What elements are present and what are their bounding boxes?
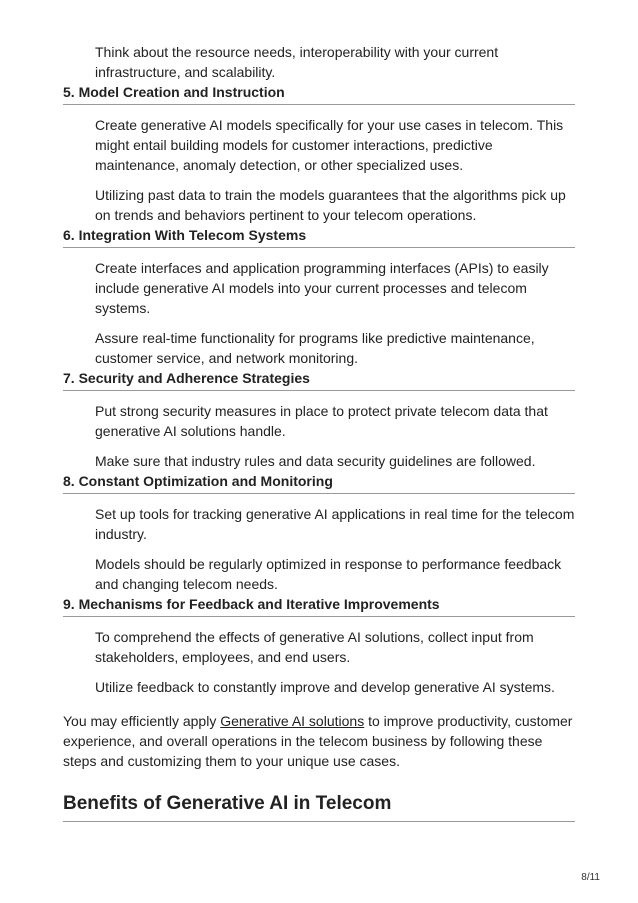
closing-text-before: You may efficiently apply (63, 713, 221, 729)
section-heading-9: 9. Mechanisms for Feedback and Iterative Improvements (63, 594, 575, 617)
section-9-paragraph-2: Utilize feedback to constantly improve and develop generative AI systems. (95, 679, 555, 695)
section-5-paragraph-2: Utilizing past data to train the models guarantees that the algorithms pick up on trends and behaviors pertinent to your telecom operations. (95, 187, 566, 223)
section-heading-8: 8. Constant Optimization and Monitoring (63, 471, 575, 494)
section-heading-7: 7. Security and Adherence Strategies (63, 368, 575, 391)
closing-text-after: to improve productivity, customer experience, and overall operations in the telecom business by following these steps and customizing them to your unique use cases. (63, 713, 573, 769)
page-content (63, 42, 575, 822)
closing-paragraph (63, 711, 575, 771)
section-5-paragraph-1: Create generative AI models specifically for your use cases in telecom. This might entail building models for customer interactions, predictive maintenance, anomaly detection, or other specialized uses. (95, 117, 564, 173)
generative-ai-solutions-link[interactable]: Generative AI solutions (220, 713, 365, 729)
section-heading-6: 6. Integration With Telecom Systems (63, 225, 575, 248)
page-number: 8/11 (581, 872, 600, 883)
section-heading-5: 5. Model Creation and Instruction (63, 82, 575, 105)
section-8-paragraph-1: Set up tools for tracking generative AI applications in real time for the telecom industry. (95, 506, 575, 542)
section-8-paragraph-2: Models should be regularly optimized in response to performance feedback and changing telecom needs. (95, 556, 562, 592)
section-6-paragraph-2: Assure real-time functionality for programs like predictive maintenance, customer service, and network monitoring. (95, 330, 535, 366)
section-9-paragraph-1: To comprehend the effects of generative AI solutions, collect input from stakeholders, employees, and end users. (95, 629, 534, 665)
section-7-paragraph-2: Make sure that industry rules and data security guidelines are followed. (95, 453, 536, 469)
section-6-paragraph-1: Create interfaces and application programming interfaces (APIs) to easily include generative AI models into your current processes and telecom systems. (95, 260, 549, 316)
benefits-heading: Benefits of Generative AI in Telecom (63, 791, 575, 822)
section-7-paragraph-1: Put strong security measures in place to protect private telecom data that generative AI solutions handle. (95, 403, 548, 439)
intro-paragraph: Think about the resource needs, interoperability with your current infrastructure, and scalability. (95, 44, 499, 80)
